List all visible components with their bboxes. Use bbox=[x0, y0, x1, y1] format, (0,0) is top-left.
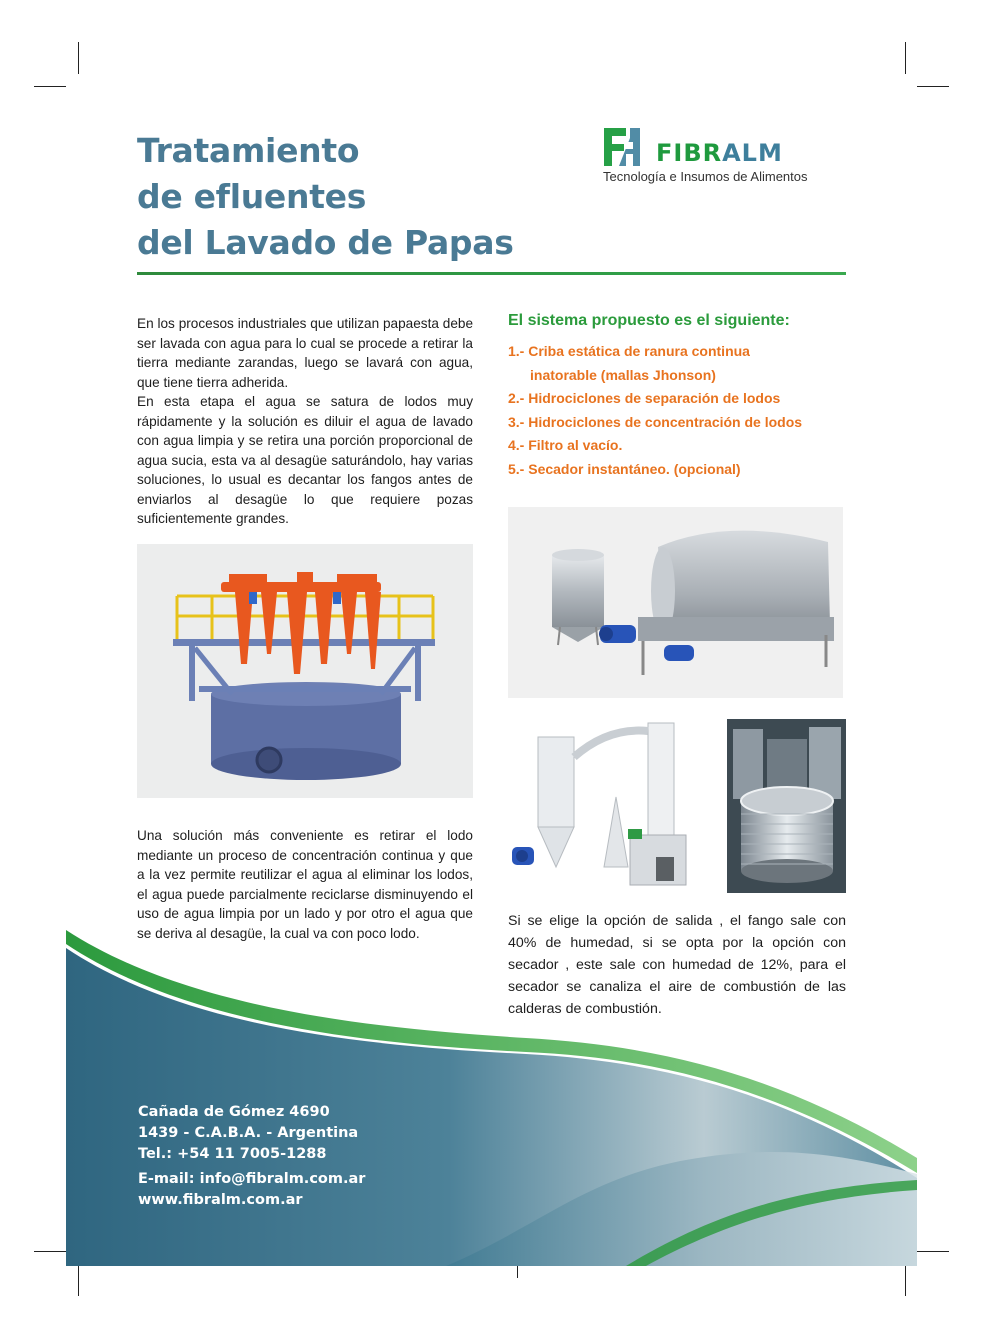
contact-address bbox=[138, 1102, 365, 1211]
brand-logo bbox=[600, 124, 850, 188]
list-item: 3.- Hidrociclones de concentración de lodos bbox=[508, 413, 803, 430]
contact-email[interactable]: E-mail: info@fibralm.com.ar bbox=[138, 1171, 366, 1187]
logo-wordmark bbox=[656, 139, 783, 167]
header-divider bbox=[137, 272, 846, 275]
output-paragraph: Si se elige la opción de salida , el fango sale con 40% de humedad, si se opta por la opción con secador , este sale con humedad de 12%, para el secador se canaliza el aire de combustión de las calderas de combustión. bbox=[508, 913, 846, 1017]
system-steps-list bbox=[508, 340, 848, 481]
contact-city: 1439 - C.A.B.A. - Argentina bbox=[138, 1125, 359, 1141]
list-item: 4.- Filtro al vacío. bbox=[508, 437, 623, 453]
solution-paragraph: Una solución más conveniente es retirar el lodo mediante un proceso de concentración continua y que a la vez permite reutilizar el agua al eliminar los lodos, el agua puede parcialmente reciclarse disminuyendo el uso de agua limpia por un lado y por otro el agua que se deriva al desagüe, la cual va con poco lodo. bbox=[137, 828, 473, 941]
contact-phone: Tel.: +54 11 7005-1288 bbox=[138, 1146, 327, 1162]
list-item: 5.- Secador instantáneo. (opcional) bbox=[508, 460, 741, 477]
title-line-2: de efluentes bbox=[137, 177, 367, 216]
crop-mark bbox=[905, 42, 906, 74]
logo-tagline: Tecnología e Insumos de Alimentos bbox=[603, 169, 808, 184]
intro-paragraph: En los procesos industriales que utilizan papaesta debe ser lavada con agua para lo cual se procede a retirar la tierra mediante zarandas, luego se lavará con agua, que tiene tierra adherida. En esta etapa el agua se satura de lodos muy rápidamente y la solución es diluir el agua de lavado con agua limpia y se retira una porción proporcional de agua sucia, esta va al desagüe saturándolo, hay varias soluciones, lo usual es decantar los fangos antes de enviarlos al desagüe lo que requiere pozas suficientemente grandes. bbox=[137, 316, 473, 526]
crop-mark bbox=[34, 1251, 66, 1252]
logo-wordmark-part2: ALM bbox=[722, 139, 783, 167]
vacuum-filter-image bbox=[508, 507, 843, 698]
crop-mark bbox=[917, 1251, 949, 1252]
title-line-1: Tratamiento bbox=[137, 131, 360, 170]
crop-mark bbox=[34, 86, 66, 87]
hydrocyclone-image bbox=[137, 544, 473, 798]
list-item: inatorable (mallas Jhonson) bbox=[530, 366, 716, 383]
list-item: 1.- Criba estática de ranura continua bbox=[508, 343, 750, 359]
list-item: 2.- Hidrociclones de separación de lodos bbox=[508, 390, 781, 406]
system-heading: El sistema propuesto es el siguiente: bbox=[508, 312, 790, 329]
logo-wordmark-part1: FIBR bbox=[656, 139, 723, 167]
contact-street: Cañada de Gómez 4690 bbox=[138, 1104, 330, 1120]
crop-mark bbox=[905, 1266, 906, 1296]
title-line-3: del Lavado de Papas bbox=[137, 223, 514, 262]
crop-mark bbox=[917, 86, 949, 87]
logo-mark-icon bbox=[600, 124, 646, 170]
crop-mark bbox=[517, 1266, 518, 1278]
flash-dryer-image bbox=[508, 717, 713, 893]
contact-website[interactable]: www.fibralm.com.ar bbox=[138, 1192, 303, 1208]
crop-mark bbox=[78, 1266, 79, 1296]
wedge-wire-screen-image bbox=[727, 719, 846, 893]
page-title bbox=[137, 128, 557, 266]
crop-mark bbox=[78, 42, 79, 74]
